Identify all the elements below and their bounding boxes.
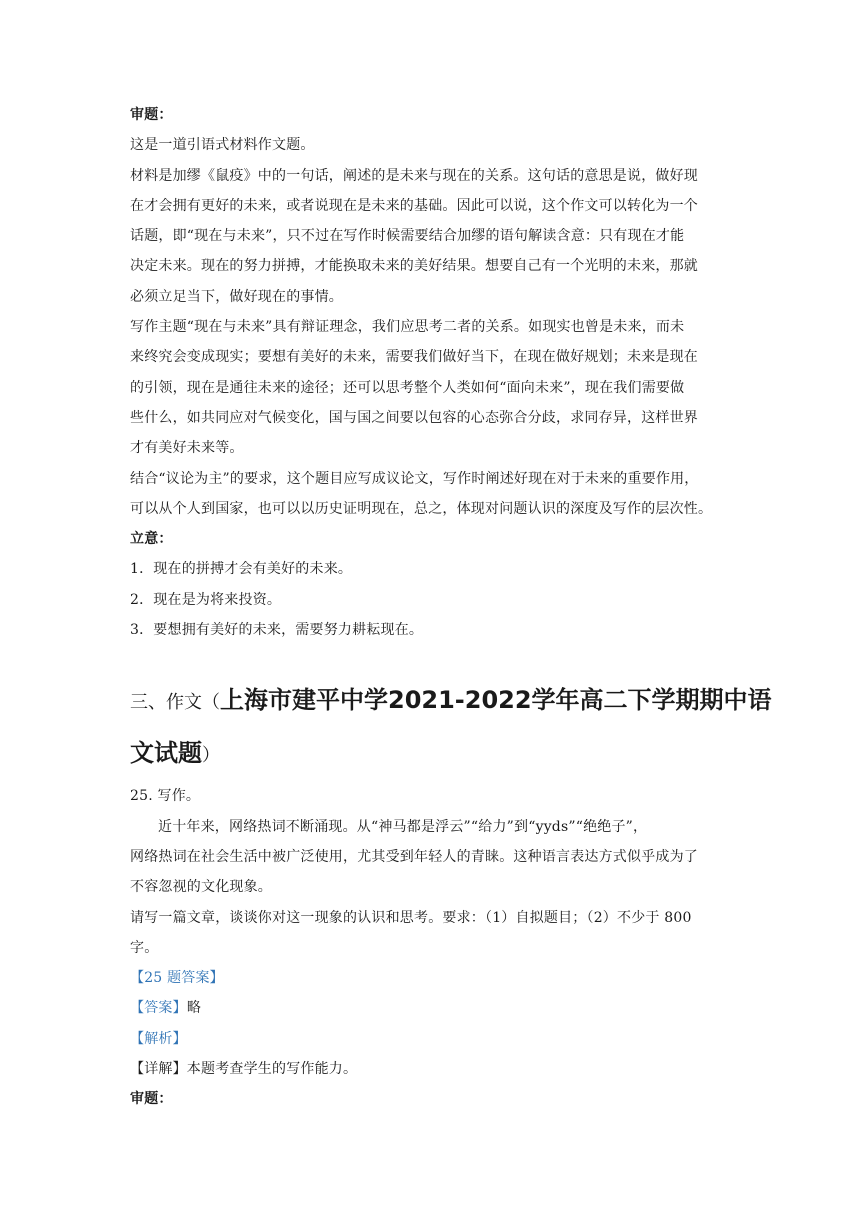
- heading-title-line1: 上海市建平中学2021-2022学年高二下学期期中语: [220, 686, 772, 715]
- answer-line: [130, 993, 736, 1023]
- list-item: 2．现在是为将来投资。: [130, 591, 282, 608]
- paragraph-line: 才有美好未来等。: [130, 440, 244, 457]
- answer-value: 略: [186, 1000, 202, 1017]
- list-item: 3．要想拥有美好的未来，需要努力耕耘现在。: [130, 622, 424, 639]
- material-line: 近十年来，网络热词不断涌现。从“神马都是浮云”“给力”到“yyds”“绝绝子”，: [158, 818, 648, 835]
- detail-line: 【详解】本题考查学生的写作能力。: [130, 1061, 358, 1078]
- paragraph-line: 来终究会变成现实；要想有美好的未来，需要我们做好当下，在现在做好规划；未来是现在: [130, 349, 698, 366]
- analysis-paragraph-2: [130, 312, 736, 463]
- analysis-tag: 【解析】: [130, 1030, 187, 1047]
- paragraph-line: 结合“议论为主”的要求，这个题目应写成议论文，写作时阐述好现在对于未来的重要作用，: [130, 470, 699, 487]
- heading-prefix: 三、作文: [130, 692, 202, 714]
- paragraph-line: 在才会拥有更好的未来，或者说现在是未来的基础。因此可以说，这个作文可以转化为一个: [130, 197, 698, 214]
- paragraph-line: 的引领，现在是通往未来的途径；还可以思考整个人类如何“面向未来”，现在我们需要做: [130, 379, 685, 396]
- answer-label: 【答案】: [130, 1000, 187, 1017]
- section-label-shenti-2: 审题：: [130, 1091, 173, 1108]
- document-page: [130, 100, 772, 1115]
- paragraph-line: 必须立足当下，做好现在的事情。: [130, 288, 343, 305]
- analysis-paragraph-3: [130, 464, 736, 525]
- paragraph-line: 决定未来。现在的努力拼搏，才能换取未来的美好结果。想要自己有一个光明的未来，那就: [130, 258, 698, 275]
- heading-title-line2: 文试题: [130, 739, 202, 768]
- answer-tag: 【25 题答案】: [130, 970, 224, 987]
- paragraph-line: 些什么，如共同应对气候变化，国与国之间要以包容的心态弥合分歧，求同存异，这样世界: [130, 409, 698, 426]
- section-label-shenti: 审题：: [130, 107, 173, 123]
- material-line: 不容忽视的文化现象。: [130, 879, 272, 896]
- list-item: 1．现在的拼搏才会有美好的未来。: [130, 561, 353, 578]
- requirement-line: 请写一篇文章，谈谈你对这一现象的认识和思考。要求：（1）自拟题目；（2）不少于 800: [130, 909, 692, 926]
- intro-text: 这是一道引语式材料作文题。: [130, 137, 315, 154]
- heading-close-paren: ）: [202, 745, 220, 767]
- requirement-paragraph: [130, 903, 736, 964]
- idea-list: [130, 554, 736, 645]
- paragraph-line: 话题，即“现在与未来”，只不过在写作时候需要结合加缪的语句解读含意：只有现在才能: [130, 228, 685, 245]
- section-heading: [130, 675, 772, 781]
- paragraph-line: 材料是加缪《鼠疫》中的一句话，阐述的是未来与现在的关系。这句话的意思是说，做好现: [130, 167, 698, 184]
- section-label-liyi: 立意：: [130, 531, 173, 548]
- paragraph-line: 写作主题“现在与未来”具有辩证理念，我们应思考二者的关系。如现实也曾是未来，而未: [130, 319, 685, 336]
- question-number: 25. 写作。: [130, 788, 201, 805]
- requirement-line: 字。: [130, 939, 159, 956]
- material-paragraph: [130, 812, 736, 903]
- heading-open-paren: （: [202, 692, 220, 714]
- material-line: 网络热词在社会生活中被广泛使用，尤其受到年轻人的青睐。这种语言表达方式似乎成为了: [130, 848, 698, 865]
- analysis-paragraph-1: [130, 161, 736, 312]
- paragraph-line: 可以从个人到国家，也可以以历史证明现在，总之，体现对问题认识的深度及写作的层次性。: [130, 500, 713, 517]
